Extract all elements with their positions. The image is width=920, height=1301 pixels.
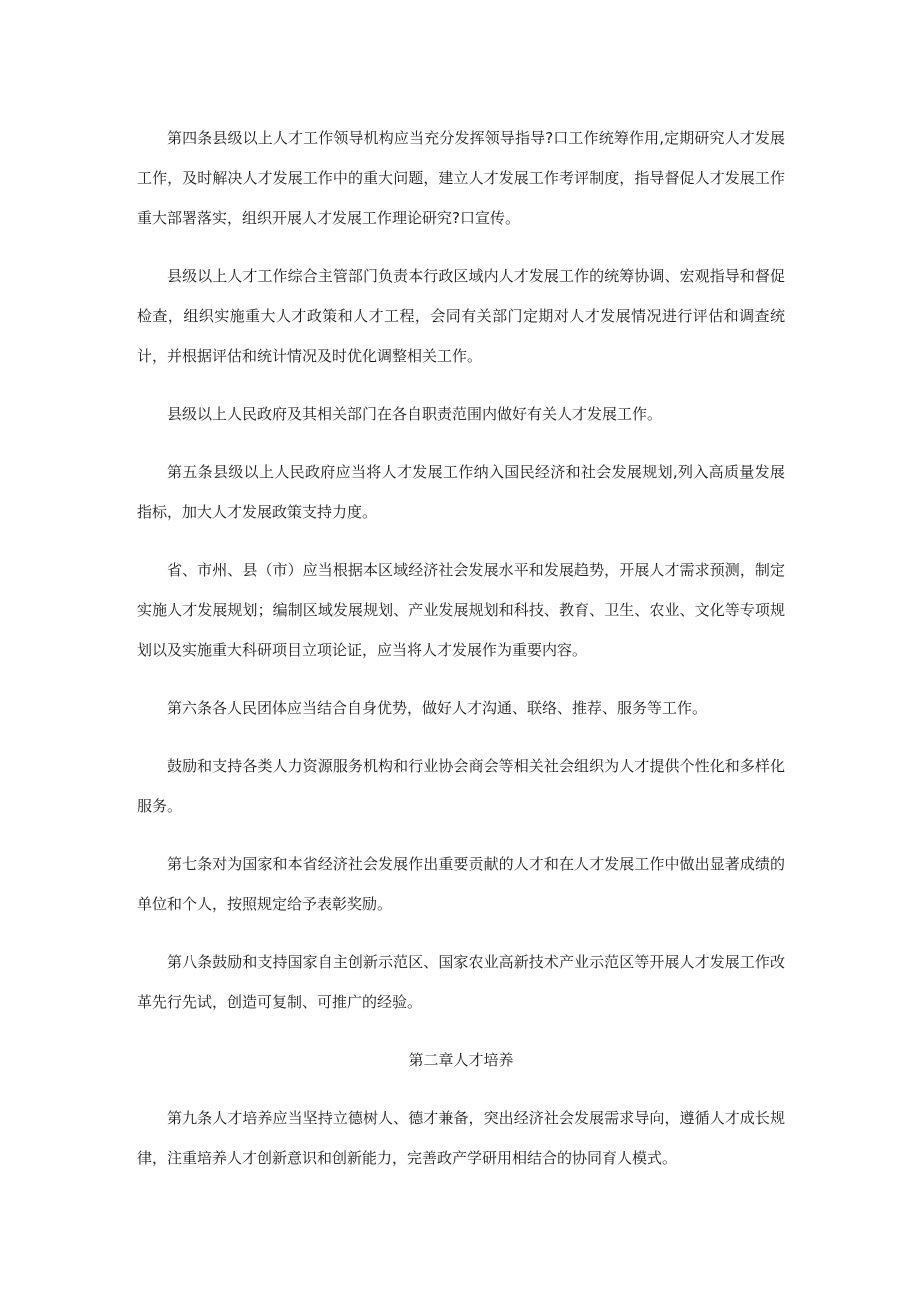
article-7-paragraph: 第七条对为国家和本省经济社会发展作出重要贡献的人才和在人才发展工作中做出显著成绩的单位和个人，按照规定给予表彰奖励。 — [137, 855, 785, 913]
article-8-paragraph: 第八条鼓励和支持国家自主创新示范区、国家农业高新技术产业示范区等开展人才发展工作改革先行先试，创造可复制、可推广的经验。 — [137, 953, 785, 1011]
article-4-paragraph: 第四条县级以上人才工作领导机构应当充分发挥领导指导?口工作统筹作用,定期研究人才发展工作，及时解决人才发展工作中的重大问题，建立人才发展工作考评制度，指导督促人才发展工作重大部署落实，组织开展人才发展工作理论研究?口宣传。 — [137, 129, 785, 227]
chapter-heading: 第二章人才培养 — [408, 1051, 514, 1069]
article-4-paragraph-3: 县级以上人民政府及其相关部门在各自职责范围内做好有关人才发展工作。 — [167, 405, 663, 423]
article-4-paragraph-2: 县级以上人才工作综合主管部门负责本行政区域内人才发展工作的统筹协调、宏观指导和督促检查，组织实施重大人才政策和人才工程，会同有关部门定期对人才发展情况进行评估和调查统计，并根据评估和统计情况及时优化调整相关工作。 — [137, 267, 785, 365]
article-5-paragraph-2: 省、市州、县（市）应当根据本区域经济社会发展水平和发展趋势，开展人才需求预测，制定实施人才发展规划；编制区域发展规划、产业发展规划和科技、教育、卫生、农业、文化等专项规划以及实施重大科研项目立项论证，应当将人才发展作为重要内容。 — [137, 561, 785, 659]
article-6-paragraph: 第六条各人民团体应当结合自身优势，做好人才沟通、联络、推荐、服务等工作。 — [167, 699, 708, 717]
article-5-paragraph: 第五条县级以上人民政府应当将人才发展工作纳入国民经济和社会发展规划,列入高质量发展指标，加大人才发展政策支持力度。 — [137, 463, 785, 521]
document-body — [137, 118, 785, 1196]
article-9-paragraph: 第九条人才培养应当坚持立德树人、德才兼备，突出经济社会发展需求导向，遵循人才成长规律，注重培养人才创新意识和创新能力，完善政产学研用相结合的协同育人模式。 — [137, 1109, 785, 1167]
article-6-paragraph-2: 鼓励和支持各类人力资源服务机构和行业协会商会等相关社会组织为人才提供个性化和多样化服务。 — [137, 757, 785, 815]
